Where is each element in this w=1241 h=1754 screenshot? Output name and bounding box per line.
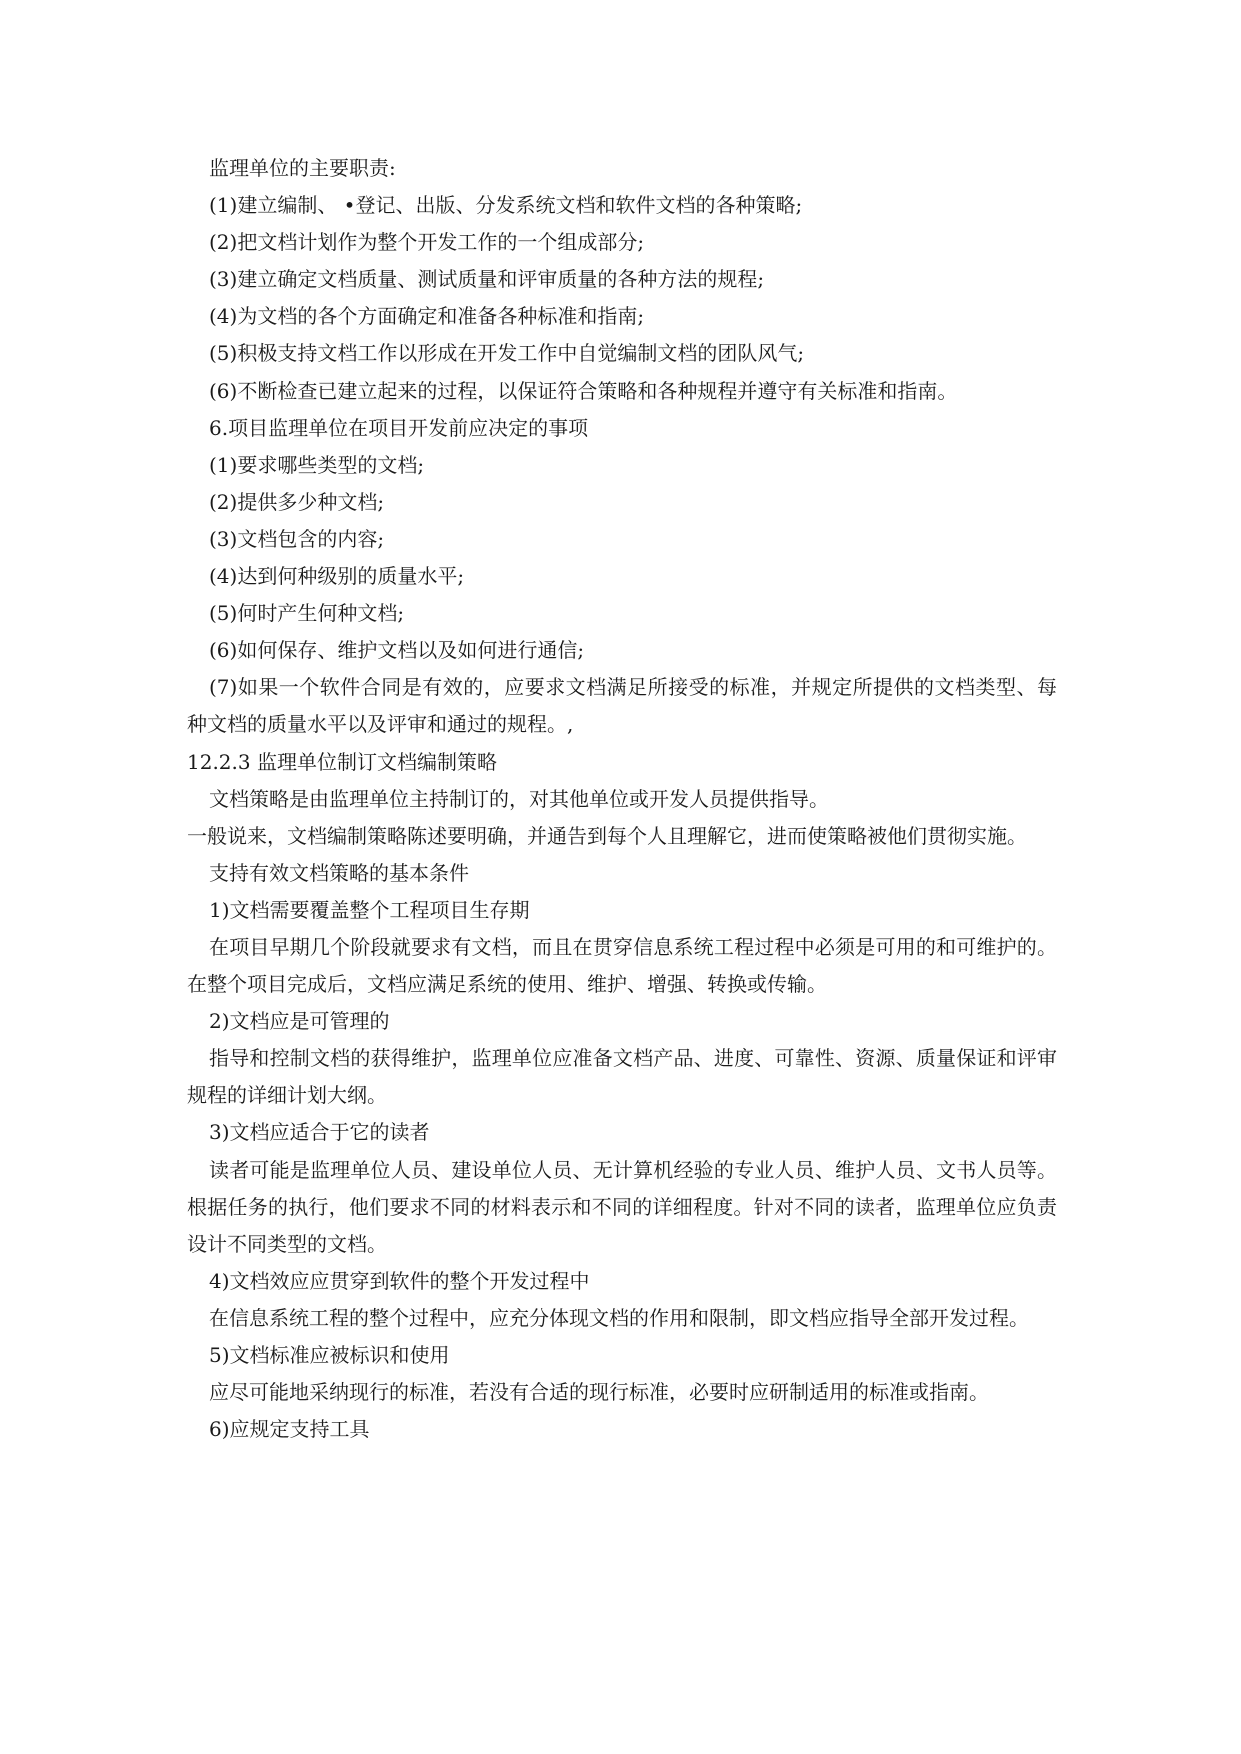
document-body <box>187 150 1057 1448</box>
condition-body-3: 读者可能是监理单位人员、建设单位人员、无计算机经验的专业人员、维护人员、文书人员等。根据任务的执行，他们要求不同的材料表示和不同的详细程度。针对不同的读者，监理单位应负责设计不同类型的文档。 <box>187 1157 1057 1256</box>
condition-body-5: 应尽可能地采纳现行的标准，若没有合适的现行标准，必要时应研制适用的标准或指南。 <box>209 1380 989 1405</box>
condition-heading-2: 2)文档应是可管理的 <box>209 1009 390 1034</box>
condition-body-4: 在信息系统工程的整个过程中，应充分体现文档的作用和限制，即文档应指导全部开发过程。 <box>209 1305 1029 1330</box>
decision-item-3: (3)文档包含的内容; <box>209 526 385 551</box>
condition-body-1: 在项目早期几个阶段就要求有文档，而且在贯穿信息系统工程过程中必须是可用的和可维护的。在整个项目完成后，文档应满足系统的使用、维护、增强、转换或传输。 <box>187 934 1057 997</box>
duty-item-2: (2)把文档计划作为整个开发工作的一个组成部分; <box>209 230 645 255</box>
duty-item-1: (1)建立编制、 •登记、出版、分发系统文档和软件文档的各种策略; <box>209 193 803 218</box>
paragraph: 一般说来，文档编制策略陈述要明确，并通告到每个人且理解它，进而使策略被他们贯彻实施。 <box>187 823 1027 848</box>
condition-heading-6: 6)应规定支持工具 <box>209 1417 370 1442</box>
condition-heading-5: 5)文档标准应被标识和使用 <box>209 1343 450 1367</box>
duty-item-6: (6)不断检查已建立起来的过程，以保证符合策略和各种规程并遵守有关标准和指南。 <box>209 378 958 403</box>
condition-body-2: 指导和控制文档的获得维护，监理单位应准备文档产品、进度、可靠性、资源、质量保证和评审规程的详细计划大纲。 <box>187 1046 1057 1108</box>
duty-item-3: (3)建立确定文档质量、测试质量和评审质量的各种方法的规程; <box>209 267 765 292</box>
section-intro: 监理单位的主要职责: <box>209 156 396 180</box>
subsection-heading: 6.项目监理单位在项目开发前应决定的事项 <box>209 415 589 440</box>
decision-item-5: (5)何时产生何种文档; <box>209 601 405 626</box>
condition-heading-4: 4)文档效应应贯穿到软件的整个开发过程中 <box>209 1268 590 1293</box>
decision-item-7: (7)如果一个软件合同是有效的，应要求文档满足所接受的标准，并规定所提供的文档类型、每种文档的质量水平以及评审和通过的规程。, <box>187 675 1057 737</box>
decision-item-2: (2)提供多少种文档; <box>209 489 385 514</box>
duty-item-5: (5)积极支持文档工作以形成在开发工作中自觉编制文档的团队风气; <box>209 341 805 366</box>
duty-item-4: (4)为文档的各个方面确定和准备各种标准和指南; <box>209 304 645 329</box>
condition-heading-1: 1)文档需要覆盖整个工程项目生存期 <box>209 897 530 922</box>
paragraph: 文档策略是由监理单位主持制订的，对其他单位或开发人员提供指导。 <box>209 786 829 811</box>
decision-item-4: (4)达到何种级别的质量水平; <box>209 564 465 589</box>
paragraph-heading: 支持有效文档策略的基本条件 <box>209 860 469 885</box>
decision-item-1: (1)要求哪些类型的文档; <box>209 452 425 477</box>
decision-item-6: (6)如何保存、维护文档以及如何进行通信; <box>209 638 585 663</box>
condition-heading-3: 3)文档应适合于它的读者 <box>209 1120 430 1145</box>
section-heading: 12.2.3 监理单位制订文档编制策略 <box>187 749 497 774</box>
